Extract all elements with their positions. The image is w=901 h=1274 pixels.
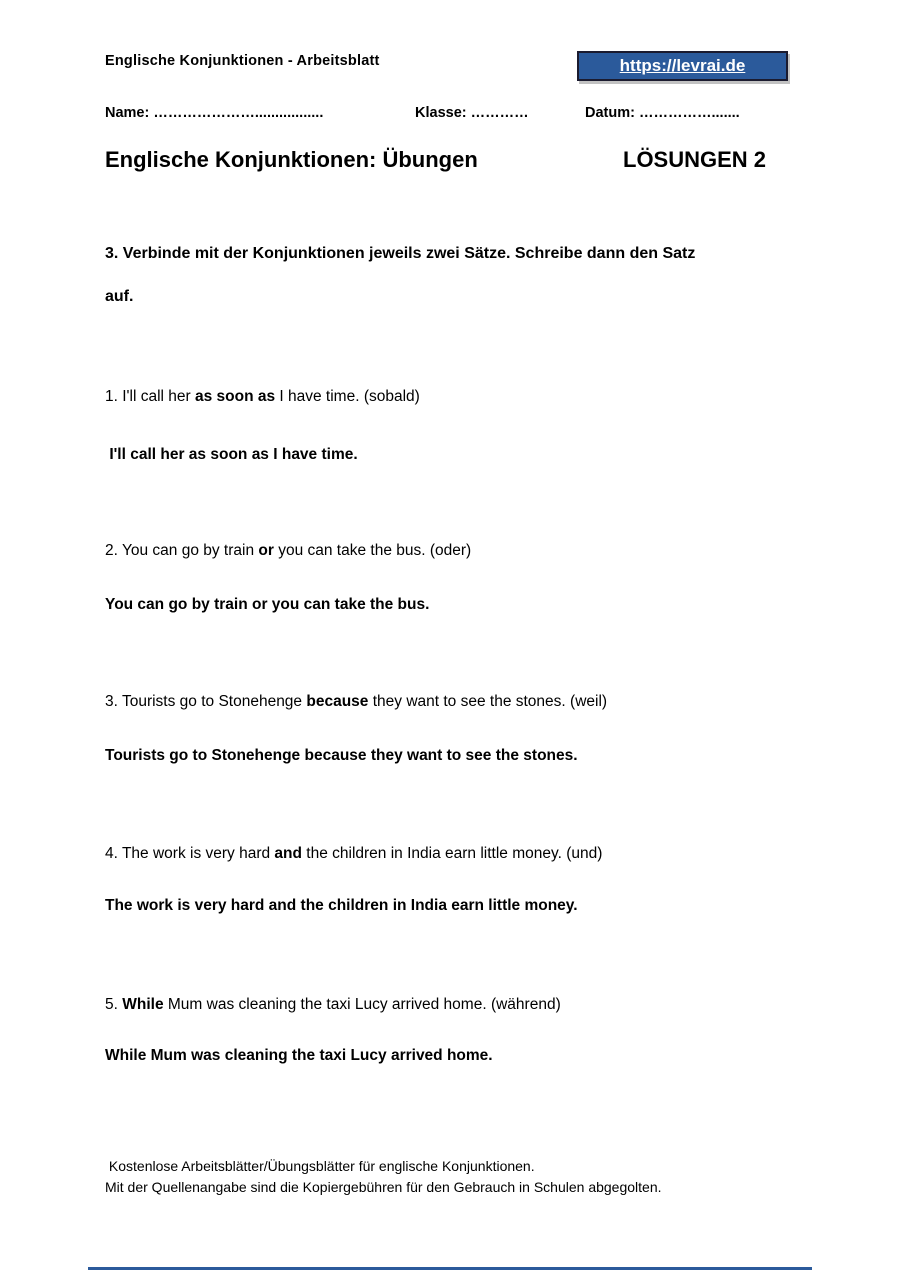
exercise-question-4 (105, 845, 602, 863)
task-instruction-line1: 3. Verbinde mit der Konjunktionen jeweils zwei Sätze. Schreibe dann den Satz (105, 245, 696, 262)
question-text: they want to see the stones. (weil) (368, 693, 608, 710)
datum-field (585, 105, 740, 121)
site-link-box (577, 51, 788, 81)
exercise-answer-4: The work is very hard and the children in India earn little money. (105, 897, 578, 914)
question-text: I have time. (sobald) (275, 388, 420, 405)
question-text: 4. The work is very hard (105, 845, 275, 862)
name-label: Name: (105, 105, 154, 121)
exercise-question-2 (105, 542, 471, 560)
question-text: 3. Tourists go to Stonehenge (105, 693, 307, 710)
datum-label: Datum: (585, 105, 639, 121)
exercise-answer-3: Tourists go to Stonehenge because they want to see the stones. (105, 747, 578, 764)
question-text: the children in India earn little money. (und) (301, 845, 603, 862)
name-field (105, 105, 323, 121)
bottom-divider-rule (88, 1267, 812, 1270)
question-conjunction: or (258, 542, 274, 559)
exercise-question-1 (105, 388, 420, 406)
question-text: 5. (105, 996, 123, 1013)
exercise-answer-2: You can go by train or you can take the bus. (105, 596, 430, 613)
footer-note (105, 1156, 662, 1198)
page-title: Englische Konjunktionen: Übungen (105, 147, 478, 172)
exercise-answer-1: I'll call her as soon as I have time. (105, 446, 358, 463)
question-text: 1. I'll call her (105, 388, 195, 405)
question-conjunction: because (306, 693, 369, 710)
footer-line1: Kostenlose Arbeitsblätter/Übungsblätter für englische Konjunktionen. (105, 1158, 535, 1174)
question-text: 2. You can go by train (105, 542, 259, 559)
klasse-label: Klasse: (415, 105, 471, 121)
task-instruction (105, 232, 805, 318)
question-conjunction: as soon as (194, 388, 276, 405)
footer-line2: Mit der Quellenangabe sind die Kopiergebühren für den Gebrauch in Schulen abgegolten. (105, 1179, 662, 1195)
question-text: Mum was cleaning the taxi Lucy arrived home. (während) (163, 996, 561, 1013)
klasse-field (415, 105, 529, 121)
question-conjunction: and (274, 845, 302, 862)
klasse-fill-line: ………… (470, 105, 529, 121)
worksheet-header-label: Englische Konjunktionen - Arbeitsblatt (105, 53, 380, 69)
question-text: you can take the bus. (oder) (273, 542, 472, 559)
site-link[interactable]: https://levrai.de (619, 56, 746, 75)
name-fill-line: …………………................. (153, 105, 324, 121)
exercise-question-3 (105, 693, 607, 711)
question-conjunction: While (122, 996, 164, 1013)
exercise-question-5 (105, 996, 561, 1014)
exercise-answer-5: While Mum was cleaning the taxi Lucy arrived home. (105, 1047, 493, 1064)
solutions-label: LÖSUNGEN 2 (623, 147, 767, 172)
task-instruction-line2: auf. (105, 288, 134, 305)
datum-fill-line: ……………....... (638, 105, 740, 121)
fields-row (0, 105, 901, 125)
